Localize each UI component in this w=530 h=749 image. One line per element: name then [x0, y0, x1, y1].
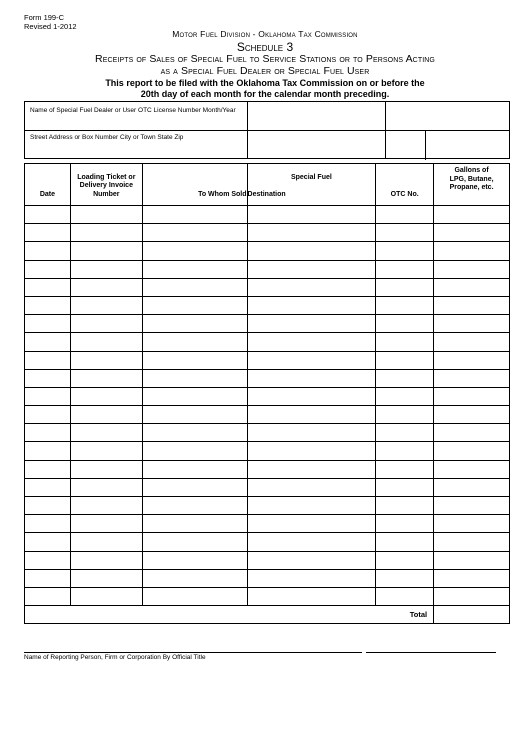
- table-cell[interactable]: [434, 551, 510, 569]
- table-cell[interactable]: [247, 387, 376, 405]
- table-cell[interactable]: [247, 551, 376, 569]
- table-cell[interactable]: [25, 315, 71, 333]
- dealer-info-box: [24, 101, 510, 159]
- table-cell[interactable]: [70, 224, 142, 242]
- table-cell[interactable]: [142, 278, 247, 296]
- table-cell[interactable]: [247, 533, 376, 551]
- table-cell[interactable]: [434, 278, 510, 296]
- table-cell[interactable]: [142, 551, 247, 569]
- table-cell[interactable]: [142, 442, 247, 460]
- special-fuel-label: Special Fuel: [290, 174, 332, 181]
- table-row: [25, 551, 510, 569]
- table-cell[interactable]: [25, 278, 71, 296]
- table-cell[interactable]: [376, 569, 434, 587]
- table-cell[interactable]: [25, 424, 71, 442]
- table-row: [25, 533, 510, 551]
- table-cell[interactable]: [434, 333, 510, 351]
- table-cell[interactable]: [376, 442, 434, 460]
- agency-title: Motor Fuel Division - Oklahoma Tax Commission: [172, 29, 358, 39]
- table-cell[interactable]: [434, 206, 510, 224]
- table-cell[interactable]: [142, 460, 247, 478]
- table-cell[interactable]: [142, 497, 247, 515]
- signature-line-right[interactable]: [366, 652, 496, 653]
- table-cell[interactable]: [142, 387, 247, 405]
- table-cell[interactable]: [142, 206, 247, 224]
- table-cell[interactable]: [434, 351, 510, 369]
- col-otc-header: OTC No.: [376, 164, 434, 206]
- table-cell[interactable]: [70, 587, 142, 605]
- table-cell[interactable]: [247, 515, 376, 533]
- form-number: Form 199-C: [24, 13, 65, 22]
- table-cell[interactable]: [70, 406, 142, 424]
- table-row: [25, 224, 510, 242]
- table-cell[interactable]: [142, 260, 247, 278]
- table-cell[interactable]: [247, 369, 376, 387]
- table-cell[interactable]: [434, 569, 510, 587]
- table-cell[interactable]: [434, 387, 510, 405]
- table-row: [25, 406, 510, 424]
- table-cell[interactable]: [70, 387, 142, 405]
- col-date-header: Date: [25, 164, 71, 206]
- table-cell[interactable]: [70, 369, 142, 387]
- table-cell[interactable]: [247, 260, 376, 278]
- col-destination-header: [247, 164, 376, 206]
- table-cell[interactable]: [70, 533, 142, 551]
- table-cell[interactable]: [376, 460, 434, 478]
- table-cell[interactable]: [142, 406, 247, 424]
- info-divider: [25, 130, 509, 131]
- table-cell[interactable]: [376, 351, 434, 369]
- table-cell[interactable]: [70, 460, 142, 478]
- table-cell[interactable]: [142, 242, 247, 260]
- table-cell[interactable]: [376, 387, 434, 405]
- table-row: [25, 351, 510, 369]
- table-cell[interactable]: [376, 497, 434, 515]
- table-cell[interactable]: [25, 224, 71, 242]
- signature-label: Name of Reporting Person, Firm or Corporation By Official Title: [24, 654, 206, 661]
- form-title-line1: Receipts of Sales of Special Fuel to Service Stations or to Persons Acting: [95, 53, 435, 65]
- table-cell[interactable]: [434, 533, 510, 551]
- table-row: [25, 369, 510, 387]
- table-cell[interactable]: [434, 315, 510, 333]
- table-cell[interactable]: [25, 369, 71, 387]
- table-cell[interactable]: [25, 515, 71, 533]
- table-cell[interactable]: [434, 497, 510, 515]
- table-cell[interactable]: [25, 551, 71, 569]
- info-col-divider-1: [247, 102, 248, 158]
- table-cell[interactable]: [376, 587, 434, 605]
- table-cell[interactable]: [376, 260, 434, 278]
- table-cell[interactable]: [247, 278, 376, 296]
- table-cell[interactable]: [247, 224, 376, 242]
- table-cell[interactable]: [70, 242, 142, 260]
- table-cell[interactable]: [247, 351, 376, 369]
- table-cell[interactable]: [142, 224, 247, 242]
- table-cell[interactable]: [376, 242, 434, 260]
- table-row: [25, 260, 510, 278]
- table-row: [25, 333, 510, 351]
- table-row: [25, 242, 510, 260]
- table-cell[interactable]: [434, 296, 510, 314]
- table-cell[interactable]: [25, 569, 71, 587]
- table-cell[interactable]: [25, 497, 71, 515]
- table-cell[interactable]: [247, 424, 376, 442]
- table-cell[interactable]: [376, 515, 434, 533]
- table-cell[interactable]: [25, 260, 71, 278]
- table-cell[interactable]: [25, 333, 71, 351]
- instruction-line1: This report to be filed with the Oklahoma Tax Commission on or before the: [105, 78, 425, 88]
- info-col-divider-3: [425, 130, 426, 160]
- table-cell[interactable]: [247, 333, 376, 351]
- table-cell[interactable]: [25, 442, 71, 460]
- table-cell[interactable]: [434, 460, 510, 478]
- table-cell[interactable]: [142, 333, 247, 351]
- table-cell[interactable]: [434, 424, 510, 442]
- table-cell[interactable]: [434, 369, 510, 387]
- table-cell[interactable]: [247, 478, 376, 496]
- table-cell[interactable]: [376, 478, 434, 496]
- table-cell[interactable]: [376, 296, 434, 314]
- table-cell[interactable]: [25, 460, 71, 478]
- table-row: [25, 515, 510, 533]
- table-cell[interactable]: [25, 533, 71, 551]
- form-revised: Revised 1-2012: [24, 22, 77, 31]
- table-cell[interactable]: [247, 442, 376, 460]
- table-row: [25, 460, 510, 478]
- table-cell[interactable]: [376, 533, 434, 551]
- table-cell[interactable]: [70, 296, 142, 314]
- table-cell[interactable]: [70, 260, 142, 278]
- table-cell[interactable]: [142, 569, 247, 587]
- table-row: [25, 497, 510, 515]
- table-cell[interactable]: [142, 424, 247, 442]
- table-cell[interactable]: [70, 424, 142, 442]
- table-cell[interactable]: [376, 278, 434, 296]
- address-label: Street Address or Box Number City or Town State Zip: [30, 134, 184, 141]
- table-cell[interactable]: [142, 478, 247, 496]
- table-cell[interactable]: [434, 242, 510, 260]
- dealer-name-license-label: Name of Special Fuel Dealer or User OTC License Number Month/Year: [30, 107, 236, 114]
- table-row: [25, 442, 510, 460]
- table-cell[interactable]: [142, 515, 247, 533]
- table-header-row: [25, 164, 510, 206]
- table-cell[interactable]: [142, 587, 247, 605]
- table-cell[interactable]: [434, 442, 510, 460]
- table-cell[interactable]: [70, 206, 142, 224]
- total-value-cell[interactable]: [434, 606, 510, 624]
- col-ticket-header: Loading Ticket or Delivery Invoice Number: [70, 164, 142, 206]
- table-cell[interactable]: [376, 315, 434, 333]
- table-cell[interactable]: [376, 206, 434, 224]
- table-cell[interactable]: [70, 351, 142, 369]
- table-cell[interactable]: [434, 406, 510, 424]
- table-cell[interactable]: [247, 587, 376, 605]
- total-label: Total: [25, 606, 434, 624]
- table-cell[interactable]: [434, 478, 510, 496]
- table-cell[interactable]: [434, 224, 510, 242]
- table-cell[interactable]: [376, 424, 434, 442]
- table-cell[interactable]: [376, 369, 434, 387]
- col-gallons-header: Gallons of LPG, Butane, Propane, etc.: [434, 164, 510, 206]
- table-cell[interactable]: [247, 497, 376, 515]
- table-cell[interactable]: [247, 569, 376, 587]
- table-cell[interactable]: [25, 242, 71, 260]
- instruction-line2: 20th day of each month for the calendar month preceding.: [140, 89, 390, 99]
- table-cell[interactable]: [247, 460, 376, 478]
- table-cell[interactable]: [25, 406, 71, 424]
- table-row: [25, 296, 510, 314]
- table-cell[interactable]: [247, 406, 376, 424]
- schedule-title: Schedule 3: [236, 40, 294, 54]
- table-row: [25, 315, 510, 333]
- table-cell[interactable]: [142, 533, 247, 551]
- table-row: [25, 387, 510, 405]
- table-cell[interactable]: [434, 515, 510, 533]
- table-cell[interactable]: [70, 442, 142, 460]
- table-cell[interactable]: [70, 497, 142, 515]
- table-cell[interactable]: [25, 206, 71, 224]
- table-cell[interactable]: [25, 587, 71, 605]
- form-title-line2: as a Special Fuel Dealer or Special Fuel User: [160, 65, 370, 77]
- table-cell[interactable]: [70, 315, 142, 333]
- table-cell[interactable]: [70, 515, 142, 533]
- destination-label: Destination: [247, 190, 286, 198]
- table-row: [25, 569, 510, 587]
- table-cell[interactable]: [25, 387, 71, 405]
- table-cell[interactable]: [25, 296, 71, 314]
- table-row: [25, 206, 510, 224]
- table-cell[interactable]: [142, 296, 247, 314]
- table-row: [25, 478, 510, 496]
- table-row: [25, 424, 510, 442]
- table-cell[interactable]: [70, 551, 142, 569]
- table-cell[interactable]: [70, 569, 142, 587]
- table-cell[interactable]: [376, 406, 434, 424]
- table-cell[interactable]: [247, 315, 376, 333]
- table-cell[interactable]: [247, 206, 376, 224]
- signature-line-left[interactable]: [24, 652, 362, 653]
- table-cell[interactable]: [25, 351, 71, 369]
- table-cell[interactable]: [70, 478, 142, 496]
- table-row: [25, 587, 510, 605]
- table-cell[interactable]: [376, 551, 434, 569]
- info-col-divider-2: [385, 102, 386, 158]
- table-cell[interactable]: [25, 478, 71, 496]
- table-cell[interactable]: [70, 333, 142, 351]
- table-cell[interactable]: [142, 315, 247, 333]
- table-cell[interactable]: [434, 587, 510, 605]
- table-cell[interactable]: [142, 369, 247, 387]
- table-cell[interactable]: [376, 224, 434, 242]
- table-cell[interactable]: [376, 333, 434, 351]
- sales-table: [24, 163, 510, 624]
- table-cell[interactable]: [70, 278, 142, 296]
- table-cell[interactable]: [434, 260, 510, 278]
- table-cell[interactable]: [247, 242, 376, 260]
- table-cell[interactable]: [142, 351, 247, 369]
- table-row: [25, 278, 510, 296]
- col-to-whom-header: To Whom Sold: [142, 164, 247, 206]
- table-cell[interactable]: [247, 296, 376, 314]
- total-row: [25, 606, 510, 624]
